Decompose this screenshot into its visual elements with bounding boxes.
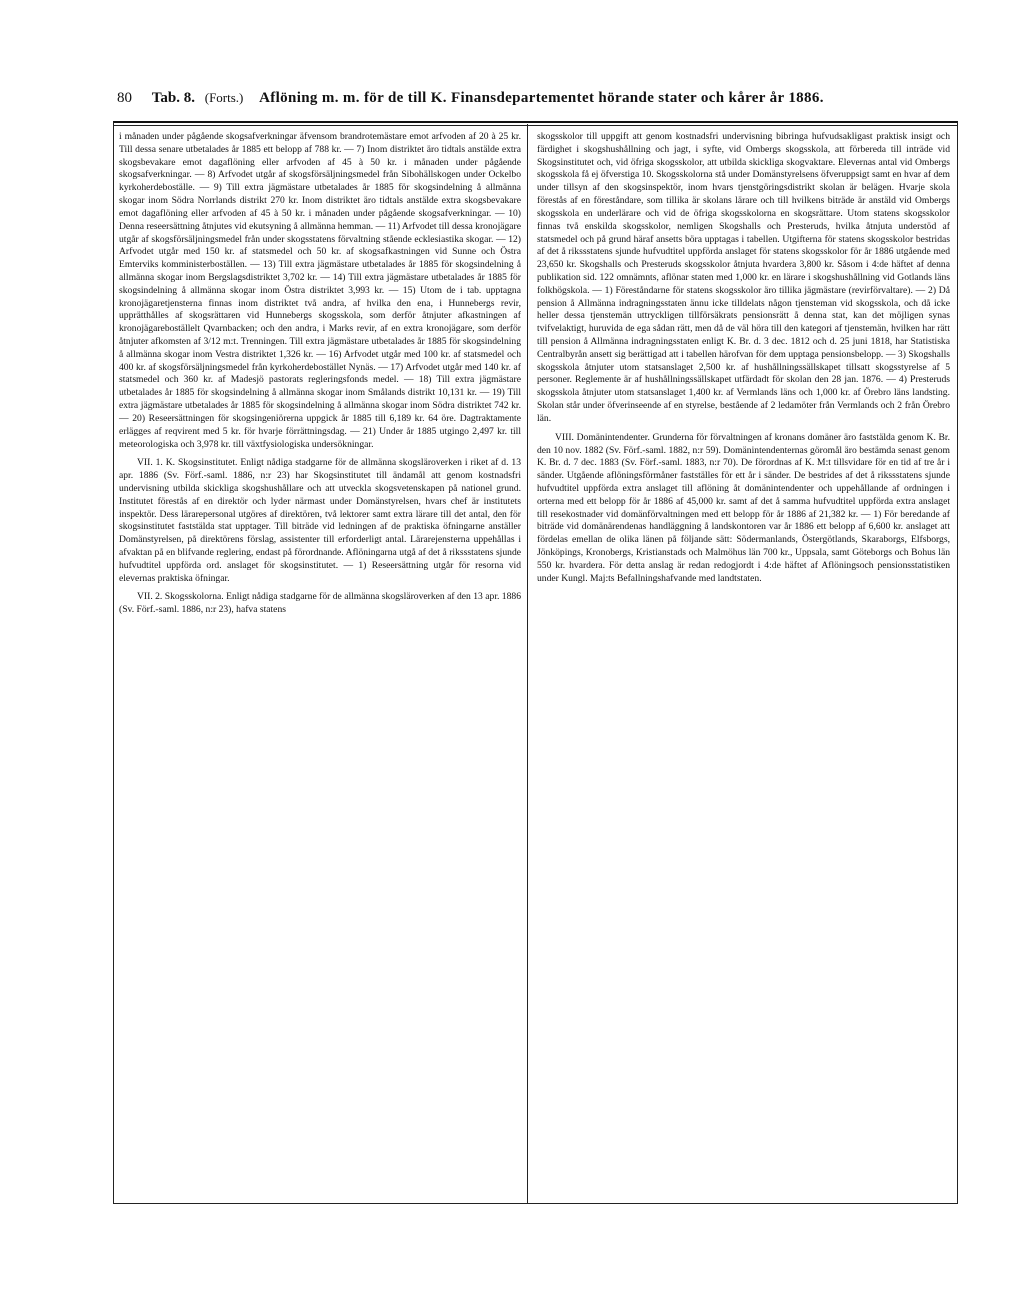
page-title: Aflöning m. m. för de till K. Finansdepartementet hörande stater och kårer år 1886. xyxy=(259,90,824,106)
page-number: 80 xyxy=(117,90,132,106)
section-skogsinstitutet: VII. 1. K. Skogsinstitutet. Enligt nådiga stadgarne för de allmänna skogsläroverken i riket af d. 13 apr. 1886 (Sv. Förf.-saml. 1886, n:r 23) har Skogsinstitutet till ändamål att genom kostnadsfri undervisning utbilda skickliga skogshushållare och att utveckla skogsvetenskapen på nationel grund. Institutet förestås af en direktör och lyder närmast under Domänstyrelsen, hvars chef är institutets inspektör. Dess lärarepersonal utgöres af direktören, två lektorer samt extra lärare till det antal, den för skogsinstitutet faststälda stat upptager. Till biträde vid ledningen af de praktiska öfningarne anställer Domänstyrelsen, på direktörens förslag, assistenter till erforderligt antal. Lärarejensterna uppehållas i afvaktan på en blifvande reglering, endast på förordnande. Aflöningarna utgå af det å rikssstatens sjunde hufvudtitel uppförda ord. anslaget för skogsinstitutet. — 1) Reseersättning utgår för resorna vid elevernas praktiska öfningar. xyxy=(119,457,521,584)
section-skogsskolorna: VII. 2. Skogsskolorna. Enligt nådiga stadgarne för de allmänna skogsläroverken af den 13 apr. 1886 (Sv. Förf.-saml. 1886, n:r 23), hafva statens xyxy=(119,591,521,616)
left-column xyxy=(119,131,521,617)
page-header xyxy=(117,86,962,110)
table-reference: Tab. 8. xyxy=(151,90,195,106)
section-domanintendenter: VIII. Domänintendenter. Grunderna för förvaltningen af kronans domäner äro faststälda genom K. Br. den 10 nov. 1882 (Sv. Förf.-saml. 1882, n:r 59). Domänintendenternas göromål äro bestämda senast genom K. Br. d. 7 dec. 1883 (Sv. Förf.-saml. 1883, n:r 70). De förordnas af K. M:t tillsvidare för en tid af tre år i sänder. Utgående aflöningsförmåner fastställes för ett år i sänder. De bestrides af det å rikssstatens sjunde hufvudtitel uppförda extra anslaget till aflöning åt domänintendenter och uppehållande af ordningen i orterna med ett belopp för år 1886 af 45,000 kr. samt af det å samma hufvudtitel uppförda extra anslaget till resekostnader vid domänförvaltningen med ett belopp för år 1886 af 21,382 kr. — 1) För beredande af biträde vid domänärendenas handläggning å landskontoren var år 1886 ett belopp af 6,600 kr. anslaget att fördelas emellan de olika länen på följande sätt: Södermanlands, Östergötlands, Skaraborgs, Elfsborgs, Jönköpings, Kronobergs, Kristianstads och Malmöhus län 700 kr., Uppsala, samt Göteborgs och Bohus län 550 kr. hvardera. För detta anslag är redan redogjordt i 4:de häftet af Aflöningsoch pensionsstatistiken under Kungl. Maj:ts Befallningshafvande med landtstaten. xyxy=(537,431,950,584)
column-divider xyxy=(527,124,528,1204)
footnotes-paragraph: i månaden under pågående skogsafverkningar äfvensom brandrotemästare emot arfvoden af 20 à 25 kr. Till dessa senare utbetalades år 1885 ett belopp af 788 kr. — 7) Inom distriktet äro tidtals anstälde extra skogsbevakare emot dagaflöning eller arfvoden af 45 à 50 kr. i månaden under pågående skogsafverkningar. — 8) Arfvodet utgår af skogsförsäljningsmedel från Sibohällskogen under Ockelbo kyrkoherdeboställe. — 9) Till extra jägmästare utbetalades år 1885 för skogsindelning å allmänna skogar inom Södra Norrlands distrikt 270 kr. Inom distriktet äro tidtals anstälde extra skogsbevakare emot dagaflöning eller arfvoden af 45 à 50 kr. i månaden under pågående skogsafverkningar. — 10) Denna reseersättning åtnjutes vid ekutsyning å allmänna hemman. — 11) Arfvodet till dessa kronojägare utgår af skogsförsäljningsmedel från under skogsstatens förvaltning stående ecklesiastika skogar. — 12) Arfvodet utgår med 150 kr. af statsmedel och 50 kr. af skogsafkastningen vid Sunne och Östra Emterviks komministerboställen. — 13) Till extra jägmästare utbetalades år 1885 för skogsindelning å allmänna skogar inom Bergslagsdistriktet 3,702 kr. — 14) Till extra jägmästare utbetalades år 1885 för skogsindelning å allmänna skogar inom Östra distriktet 3,993 kr. — 15) Utom de i tab. upptagna kronojägaretjensterna finnas inom distriktet två andra, af hvilka den ena, i Hunnebergs revir, upprätthålles af skogsrättaren vid Hunnebergs skogsskola, som derför åtnjuter afkastningen af kronojägareboställelt Qvarnbacken; och den andra, i Marks revir, af en extra kronojägare, som derför åtnjuter afkomsten af 3/12 m:t. Trenningen. Till extra jägmästare utbetalades år 1885 för skogsindelning å allmänna skogar inom Vestra distriktet 1,326 kr. — 16) Arfvodet utgår med 100 kr. af statsmedel och 400 kr. af skogsförsäljningsmedel från kyrkoherdebostället Nynäs. — 17) Arfvodet utgår med 140 kr. af statsmedel och 360 kr. af Madesjö pastorats regleringsfonds medel. — 18) Till extra jägmästare utbetalades år 1885 för skogsindelning å allmänna skogar inom Smålands distrikt 10,131 kr. — 19) Till extra jägmästare utbetalades år 1885 för skogsindelning å allmänna skogar inom Södra distriktet 742 kr. — 20) Reseersättningen för skogsingeniörerna uppgick år 1885 till 6,189 kr. 64 öre. Dagtraktamente erlägges af reqvirent med 5 kr. för hvarje förrättningsdag. — 21) Under år 1885 utgingo 2,497 kr. till meteorologiska och 3,978 kr. till växtfysiologiska undersökningar. xyxy=(119,131,521,450)
skogsskolor-paragraph: skogsskolor till uppgift att genom kostnadsfri undervisning bibringa hufvudsakligast praktisk insigt och färdighet i skogshushållning och jagt, i syfte, vid Ombergs skogsskola, att förbereda till inträde vid Skogsinstitutet och, vid öfriga skogsskolor, att utbilda skickliga skogvaktare. Elevernas antal vid Ombergs skogsskola få ej öfverstiga 10. Skogsskolorna stå under Domänstyrelsens öfveruppsigt samt en hvar af dem under tillsyn af den skogsinspektör, inom hvars tjenstgöringsdistrikt skolan är belägen. Hvarje skola förestås af en föreståndare, som tillika är skolans lärare och till hvilkens biträde är anstäld vid Ombergs skogsskola en underlärare och vid de öfriga skogsskolorna en skogsrättare. Utom statens skogsskolor finnas två enskilda skogsskolor, nemligen Skogshalls och Presteruds, hvilka åtnjuta understöd af statsmedel och på grund häraf ansetts böra upptagas i tabellen. Utgifterna för statens skogsskolor bestridas af det å rikssstatens sjunde hufvudtitel uppförda anslaget för statens skogsskolor för år 1886 utgående med 23,650 kr. Skogshalls och Presteruds skogsskolor åtnjuta hvardera 3,800 kr. Såsom i 4:de häftet af denna publikation sid. 122 omnämnts, aflönar staten med 1,000 kr. en lärare i skogshushållning vid Gotlands läns folkhögskola. — 1) Föreståndarne för statens skogsskolor äro tillika jägmästare (revirförvaltare). — 2) Då pension å Allmänna indragningsstaten ännu icke tilldelats någon tjensteman vid skogsskola, och då icke heller dessa tjenstemän uttryckligen tillförsäkrats pensionsrätt å denna stat, kan det möjligen synas tvifvelaktigt, huruvida de ega sådan rätt, men då de väl höra till den kategori af tjenstemän, hvilken har rätt till pension å Allmänna indragningsstaten enligt K. Br. d. 3 dec. 1812 och d. 25 juni 1818, har Statistiska Centralbyrån ansett sig berättigad att i tabellen härofvan för dem upptaga pensionsbelopp. — 3) Skogshalls skogsskola åtnjuter utom statsanslaget 2,500 kr. af hushållningssällskapet tillsatt skogsstyrelse af 5 personer. Reglemente är af hushållningssällskapet utfärdadt för skolan den 28 jan. 1876. — 4) Presteruds skogsskola åtnjuter utom statsanslaget 1,400 kr. af Vermlands läns och 1,000 kr. af Örebro läns landsting. Skolan står under öfverinseende af en styrelse, bestående af 2 ledamöter från Vermlands och 2 från Örebro län. xyxy=(537,131,950,424)
right-column xyxy=(537,131,950,585)
continuation-marker: (Forts.) xyxy=(204,90,244,105)
